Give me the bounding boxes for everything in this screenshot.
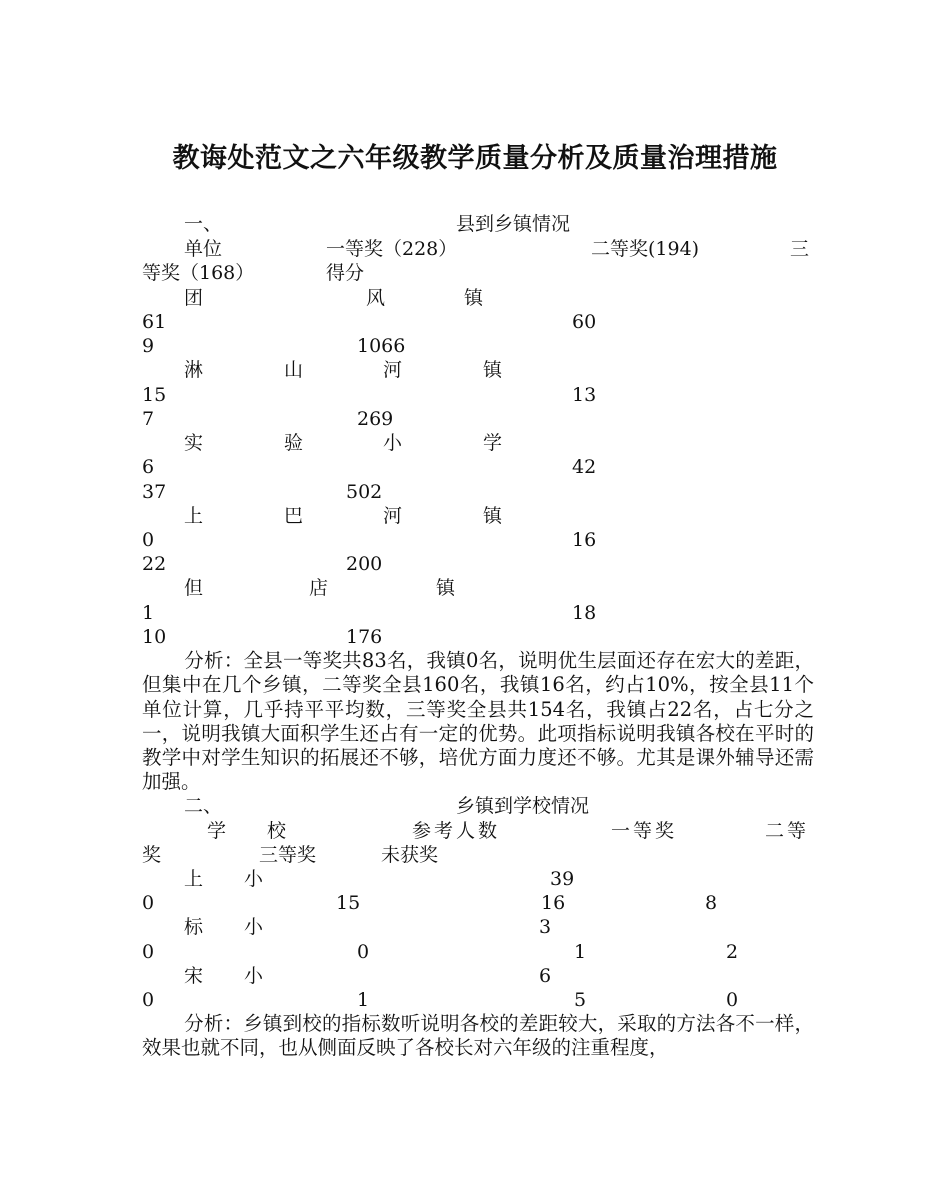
row-name-char: 风	[366, 287, 386, 309]
row-score: 200	[346, 553, 383, 575]
header-participants: 参考人数	[412, 820, 501, 842]
section2-number: 二、	[184, 795, 223, 817]
row-third-prize: 16	[541, 892, 566, 914]
row-third-prize: 10	[142, 626, 167, 648]
section1-number: 一、	[184, 213, 223, 235]
row-first-prize: 0	[142, 892, 155, 914]
row-second-prize: 15	[336, 892, 361, 914]
row-name-char: 标	[184, 916, 204, 938]
row-first-prize: 61	[142, 311, 167, 333]
row-score: 176	[346, 626, 383, 648]
row-name-char: 镇	[464, 287, 484, 309]
row-third-prize: 9	[142, 335, 155, 357]
header-first-prize: 一等奖	[611, 820, 678, 842]
header-second-prize-a: 二等	[765, 820, 810, 842]
row-second-prize: 18	[572, 602, 597, 624]
row-name-char: 镇	[436, 577, 456, 599]
row-second-prize: 42	[572, 456, 597, 478]
row-third-prize: 1	[574, 941, 587, 963]
row-name-char: 学	[483, 432, 503, 454]
header-unit: 单位	[184, 238, 223, 260]
header-third-prize: 三等奖	[259, 844, 317, 866]
header-school-char: 校	[267, 820, 287, 842]
row-participants: 6	[539, 965, 552, 987]
row-first-prize: 15	[142, 384, 167, 406]
header-score: 得分	[326, 262, 365, 284]
row-first-prize: 0	[142, 941, 155, 963]
row-name-char: 小	[383, 432, 403, 454]
row-name-char: 河	[383, 505, 403, 527]
header-school-char: 学	[207, 820, 227, 842]
row-no-prize: 8	[705, 892, 718, 914]
header-third-prize-b: 等奖（168）	[142, 262, 255, 284]
header-second-prize: 二等奖(194)	[591, 238, 700, 260]
analysis-text: 分析：乡镇到校的指标数听说明各校的差距较大，采取的方法各不一样，效果也就不同，也从侧面反映了各校长对六年级的注重程度，	[142, 1012, 814, 1060]
section1-analysis	[142, 649, 814, 795]
row-name-char: 小	[244, 868, 264, 890]
row-first-prize: 6	[142, 456, 155, 478]
row-score: 1066	[357, 335, 406, 357]
row-first-prize: 0	[142, 989, 155, 1011]
row-second-prize: 13	[572, 384, 597, 406]
row-name-char: 宋	[184, 965, 204, 987]
row-name-char: 小	[244, 916, 264, 938]
row-name-char: 河	[383, 359, 403, 381]
row-name-char: 镇	[483, 505, 503, 527]
row-third-prize: 5	[574, 989, 587, 1011]
header-second-prize-b: 奖	[142, 844, 162, 866]
row-name-char: 实	[184, 432, 204, 454]
row-second-prize: 1	[357, 989, 370, 1011]
row-name-char: 上	[184, 505, 204, 527]
row-name-char: 山	[284, 359, 304, 381]
section2-analysis	[142, 1012, 814, 1061]
row-name-char: 店	[309, 577, 329, 599]
analysis-text: 分析：全县一等奖共83名，我镇0名，说明优生层面还存在宏大的差距，但集中在几个乡镇，二等奖全县160名，我镇16名，约占10%，按全县11个单位计算，几乎持平平均数，三等奖全县共154名，我镇占22名，占七分之一，说明我镇大面积学生还占有一定的优势。此项指标说明我镇各校在平时的教学中对学生知识的拓展还不够，培优方面力度还不够。尤其是课外辅导还需加强。	[142, 649, 814, 794]
row-name-char: 但	[184, 577, 204, 599]
row-name-char: 淋	[184, 359, 204, 381]
row-participants: 3	[539, 916, 552, 938]
row-score: 269	[357, 408, 394, 430]
row-name-char: 上	[184, 868, 204, 890]
document-title: 教诲处范文之六年级教学质量分析及质量治理措施	[172, 143, 778, 174]
row-name-char: 验	[284, 432, 304, 454]
row-no-prize: 0	[726, 989, 739, 1011]
header-no-prize: 未获奖	[381, 844, 439, 866]
row-participants: 39	[550, 868, 575, 890]
row-third-prize: 37	[142, 481, 167, 503]
row-third-prize: 7	[142, 408, 155, 430]
row-second-prize: 16	[572, 529, 597, 551]
row-first-prize: 1	[142, 602, 155, 624]
row-name-char: 小	[244, 965, 264, 987]
row-first-prize: 0	[142, 529, 155, 551]
row-no-prize: 2	[726, 941, 739, 963]
row-second-prize: 0	[357, 941, 370, 963]
row-name-char: 巴	[284, 505, 304, 527]
row-name-char: 镇	[483, 359, 503, 381]
row-score: 502	[346, 481, 383, 503]
row-third-prize: 22	[142, 553, 167, 575]
row-second-prize: 60	[572, 311, 597, 333]
row-name-char: 团	[184, 287, 204, 309]
header-first-prize: 一等奖（228）	[326, 238, 458, 260]
section2-heading: 乡镇到学校情况	[456, 795, 590, 817]
section1-heading: 县到乡镇情况	[456, 213, 571, 235]
header-third-prize-a: 三	[790, 238, 810, 260]
